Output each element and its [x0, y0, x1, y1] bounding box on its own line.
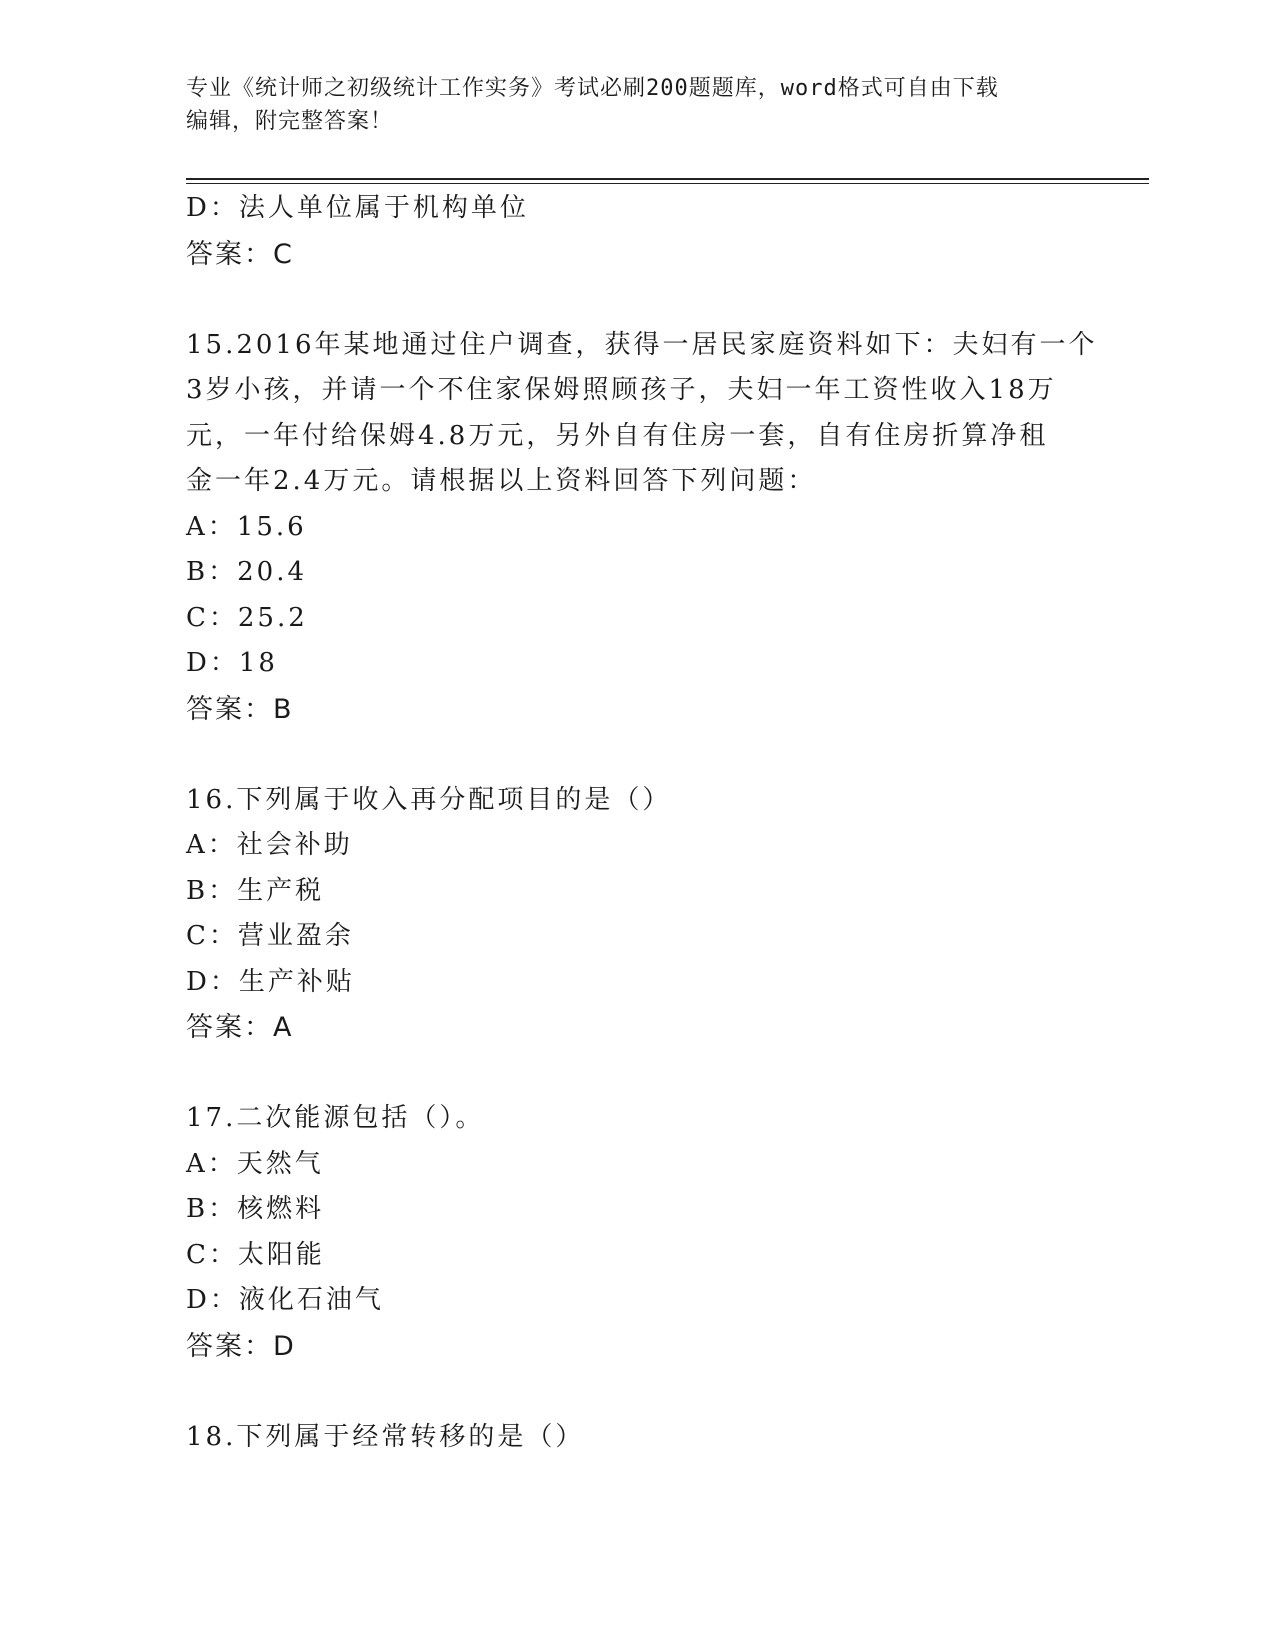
header-divider — [186, 178, 1149, 184]
spacer — [186, 1051, 1086, 1097]
spacer — [186, 1369, 1086, 1415]
spacer — [186, 732, 1086, 778]
q15-answer: 答案：B — [186, 693, 294, 725]
q15-text-line-4: 金一年2.4万元。请根据以上资料回答下列问题： — [186, 466, 817, 496]
q16-option-a: A：社会补助 — [186, 830, 353, 860]
q16-option-b: B：生产税 — [186, 875, 325, 906]
header-line-1: 专业《统计师之初级统计工作实务》考试必刷200题题库，word格式可自由下载 — [186, 76, 999, 101]
q15-option-c: C：25.2 — [186, 602, 308, 633]
q15-text-line-3: 元，一年付给保姆4.8万元，另外自有住房一套，自有住房折算净租 — [186, 420, 1049, 451]
q17-option-b: B：核燃料 — [186, 1194, 325, 1224]
question-content — [186, 186, 1098, 1460]
prev-answer: 答案：C — [186, 238, 294, 270]
q18-question: 18.下列属于经常转移的是（） — [186, 1421, 585, 1452]
page-header — [186, 72, 1066, 138]
q16-option-c: C：营业盈余 — [186, 921, 354, 951]
q17-option-d: D：液化石油气 — [186, 1285, 384, 1315]
q17-option-a: A：天然气 — [186, 1148, 324, 1179]
q15-text-line-1: 15.2016年某地通过住户调查，获得一居民家庭资料如下：夫妇有一个 — [186, 329, 1098, 360]
q15-option-b: B：20.4 — [186, 557, 307, 587]
spacer — [186, 277, 1086, 323]
q17-answer: 答案：D — [186, 1330, 296, 1362]
q16-answer: 答案：A — [186, 1012, 294, 1043]
q17-option-c: C：太阳能 — [186, 1239, 325, 1270]
q16-option-d: D：生产补贴 — [186, 966, 355, 997]
q15-text-line-2: 3岁小孩，并请一个不住家保姆照顾孩子，夫妇一年工资性收入18万 — [186, 375, 1057, 405]
header-line-2: 编辑，附完整答案！ — [186, 109, 394, 134]
prev-option-d: D：法人单位属于机构单位 — [186, 193, 529, 223]
q17-question: 17.二次能源包括（）。 — [186, 1103, 485, 1133]
q15-option-a: A：15.6 — [186, 511, 307, 542]
q15-option-d: D：18 — [186, 648, 278, 678]
q16-question: 16.下列属于收入再分配项目的是（） — [186, 784, 672, 815]
